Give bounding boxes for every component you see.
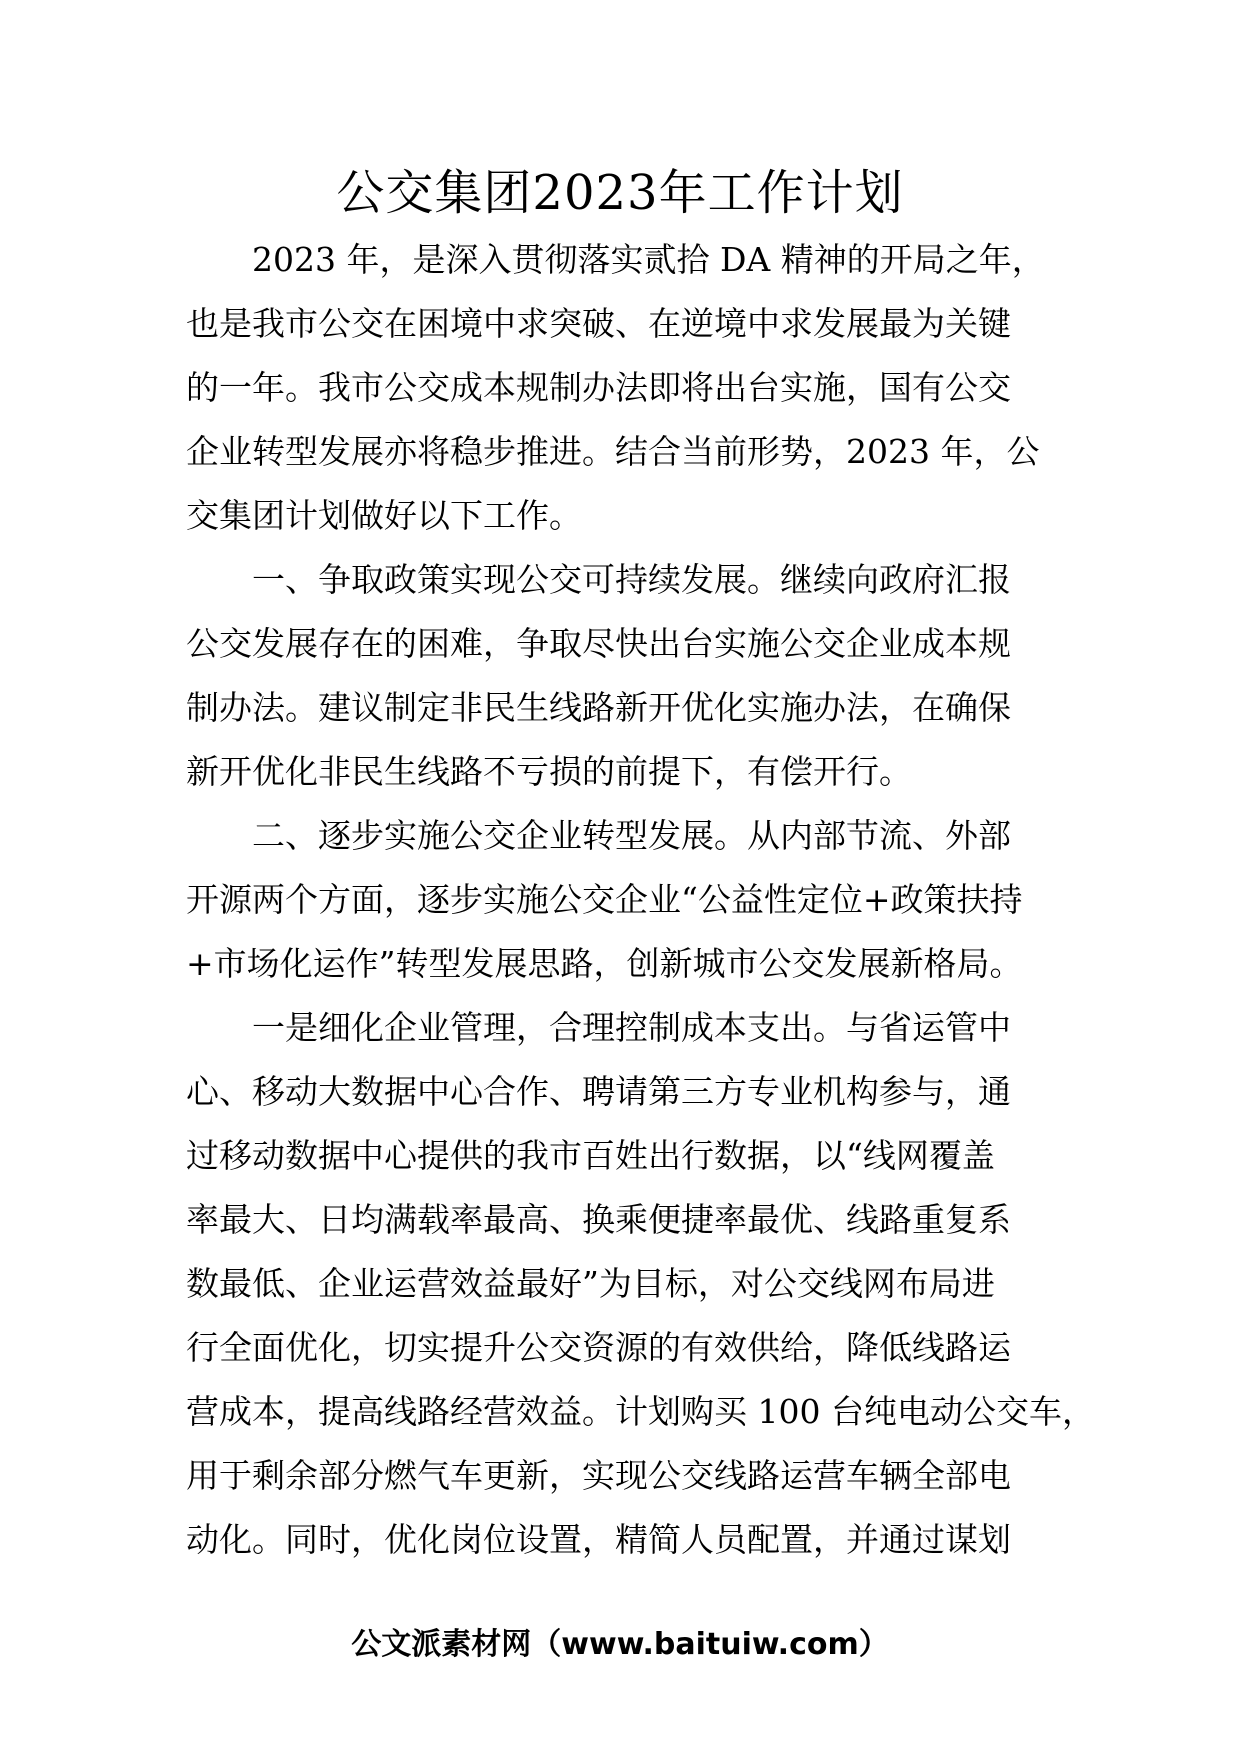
- text-line: 营成本，提高线路经营效益。计划购买 100 台纯电动公交车，: [186, 1392, 1095, 1431]
- text-line: 一、争取政策实现公交可持续发展。继续向政府汇报: [252, 560, 1011, 599]
- paragraph-intro: [186, 228, 1066, 548]
- text-line: 过移动数据中心提供的我市百姓出行数据，以“线网覆盖: [186, 1136, 995, 1175]
- document-title: 公交集团2023年工作计划: [336, 165, 904, 221]
- text-line: 动化。同时，优化岗位设置，精简人员配置，并通过谋划: [186, 1520, 1011, 1559]
- paragraph-section-1: [186, 548, 1066, 804]
- text-line: 一是细化企业管理，合理控制成本支出。与省运管中: [252, 1008, 1011, 1047]
- document-body: [186, 228, 1095, 1572]
- text-line: 2023 年，是深入贯彻落实贰拾 DA 精神的开局之年，: [252, 240, 1045, 279]
- paragraph-section-2: [186, 804, 1066, 996]
- text-line: 率最大、日均满载率最高、换乘便捷率最优、线路重复系: [186, 1200, 1011, 1239]
- text-line: 二、逐步实施公交企业转型发展。从内部节流、外部: [252, 816, 1011, 855]
- text-line: 企业转型发展亦将稳步推进。结合当前形势，2023 年，公: [186, 432, 1040, 471]
- text-line: 公交发展存在的困难，争取尽快出台实施公交企业成本规: [186, 624, 1011, 663]
- footer-source: 公文派素材网（www.baituiw.com）: [351, 1627, 889, 1662]
- text-line: 用于剩余部分燃气车更新，实现公交线路运营车辆全部电: [186, 1456, 1011, 1495]
- text-line: 也是我市公交在困境中求突破、在逆境中求发展最为关键: [186, 304, 1011, 343]
- text-line: 的一年。我市公交成本规制办法即将出台实施，国有公交: [186, 368, 1011, 407]
- paragraph-item-1: [186, 996, 1095, 1572]
- text-line: 心、移动大数据中心合作、聘请第三方专业机构参与，通: [186, 1072, 1011, 1111]
- text-line: +市场化运作”转型发展思路，创新城市公交发展新格局。: [186, 944, 1023, 983]
- text-line: 制办法。建议制定非民生线路新开优化实施办法，在确保: [186, 688, 1011, 727]
- text-line: 数最低、企业运营效益最好”为目标，对公交线网布局进: [186, 1264, 995, 1303]
- text-line: 交集团计划做好以下工作。: [186, 496, 582, 535]
- text-line: 新开优化非民生线路不亏损的前提下，有偿开行。: [186, 752, 912, 791]
- text-line: 开源两个方面，逐步实施公交企业“公益性定位+政策扶持: [186, 880, 1023, 919]
- text-line: 行全面优化，切实提升公交资源的有效供给，降低线路运: [186, 1328, 1011, 1367]
